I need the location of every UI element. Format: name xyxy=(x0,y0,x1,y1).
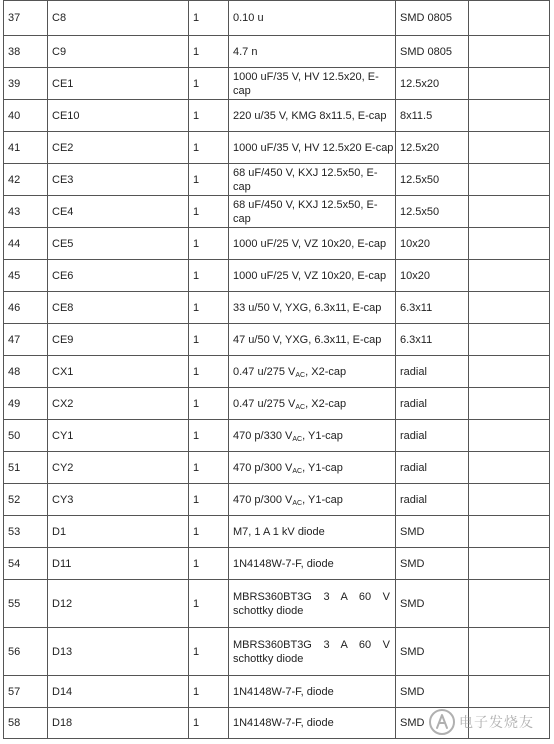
package-cell: 12.5x50 xyxy=(396,196,469,228)
package-cell: 10x20 xyxy=(396,260,469,292)
reference-cell: CY3 xyxy=(48,484,189,516)
package-cell: radial xyxy=(396,356,469,388)
table-row xyxy=(4,228,550,260)
table-row xyxy=(4,628,550,676)
empty-cell xyxy=(469,228,550,260)
empty-cell xyxy=(469,36,550,68)
quantity-cell: 1 xyxy=(189,292,229,324)
description-cell xyxy=(229,388,396,420)
package-cell: 6.3x11 xyxy=(396,292,469,324)
quantity-cell: 1 xyxy=(189,628,229,676)
package-cell: 12.5x20 xyxy=(396,132,469,164)
description-cell xyxy=(229,484,396,516)
empty-cell xyxy=(469,388,550,420)
item-number-cell: 50 xyxy=(4,420,48,452)
table-row xyxy=(4,68,550,100)
item-number-cell: 58 xyxy=(4,708,48,739)
empty-cell xyxy=(469,100,550,132)
description-line-1: MBRS360BT3G 3 A 60 V xyxy=(233,638,390,651)
quantity-cell: 1 xyxy=(189,452,229,484)
ac-subscript: AC xyxy=(295,403,306,411)
description-cell: 1N4148W-7-F, diode xyxy=(229,676,396,708)
item-number-cell: 47 xyxy=(4,324,48,356)
description-text: 0.47 u/275 V xyxy=(233,365,296,378)
table-row xyxy=(4,164,550,196)
bom-table xyxy=(3,0,550,739)
item-number-cell: 40 xyxy=(4,100,48,132)
description-text: 470 p/300 V xyxy=(233,461,293,474)
table-row xyxy=(4,580,550,628)
quantity-cell: 1 xyxy=(189,420,229,452)
reference-cell: C9 xyxy=(48,36,189,68)
quantity-cell: 1 xyxy=(189,484,229,516)
item-number-cell: 49 xyxy=(4,388,48,420)
ac-subscript: AC xyxy=(292,499,303,507)
quantity-cell: 1 xyxy=(189,676,229,708)
description-suffix: , X2-cap xyxy=(305,397,347,410)
empty-cell xyxy=(469,452,550,484)
package-cell: SMD 0805 xyxy=(396,1,469,36)
package-cell: 12.5x20 xyxy=(396,68,469,100)
item-number-cell: 39 xyxy=(4,68,48,100)
item-number-cell: 45 xyxy=(4,260,48,292)
quantity-cell: 1 xyxy=(189,36,229,68)
item-number-cell: 54 xyxy=(4,548,48,580)
quantity-cell: 1 xyxy=(189,1,229,36)
package-cell: 10x20 xyxy=(396,228,469,260)
description-cell xyxy=(229,420,396,452)
table-row xyxy=(4,36,550,68)
description-line-2: schottky diode xyxy=(233,604,304,617)
reference-cell: D13 xyxy=(48,628,189,676)
table-row xyxy=(4,388,550,420)
description-cell xyxy=(229,628,396,676)
quantity-cell: 1 xyxy=(189,548,229,580)
description-cell: 33 u/50 V, YXG, 6.3x11, E-cap xyxy=(229,292,396,324)
table-row xyxy=(4,516,550,548)
description-cell xyxy=(229,452,396,484)
empty-cell xyxy=(469,260,550,292)
empty-cell xyxy=(469,708,550,739)
item-number-cell: 43 xyxy=(4,196,48,228)
quantity-cell: 1 xyxy=(189,132,229,164)
quantity-cell: 1 xyxy=(189,196,229,228)
empty-cell xyxy=(469,196,550,228)
ac-subscript: AC xyxy=(292,467,303,475)
table-row xyxy=(4,708,550,739)
table-row xyxy=(4,548,550,580)
quantity-cell: 1 xyxy=(189,580,229,628)
reference-cell: CE1 xyxy=(48,68,189,100)
table-row xyxy=(4,420,550,452)
item-number-cell: 56 xyxy=(4,628,48,676)
quantity-cell: 1 xyxy=(189,68,229,100)
quantity-cell: 1 xyxy=(189,388,229,420)
empty-cell xyxy=(469,580,550,628)
package-cell: radial xyxy=(396,484,469,516)
reference-cell: CE3 xyxy=(48,164,189,196)
description-cell: 4.7 n xyxy=(229,36,396,68)
package-cell: SMD xyxy=(396,676,469,708)
quantity-cell: 1 xyxy=(189,356,229,388)
description-cell: 1000 uF/25 V, VZ 10x20, E-cap xyxy=(229,260,396,292)
empty-cell xyxy=(469,484,550,516)
description-cell: 0.10 u xyxy=(229,1,396,36)
package-cell: radial xyxy=(396,452,469,484)
description-suffix: , X2-cap xyxy=(305,365,347,378)
quantity-cell: 1 xyxy=(189,324,229,356)
description-cell: 68 uF/450 V, KXJ 12.5x50, E-cap xyxy=(229,196,396,228)
package-cell: SMD 0805 xyxy=(396,36,469,68)
quantity-cell: 1 xyxy=(189,228,229,260)
empty-cell xyxy=(469,132,550,164)
quantity-cell: 1 xyxy=(189,516,229,548)
empty-cell xyxy=(469,356,550,388)
item-number-cell: 44 xyxy=(4,228,48,260)
description-suffix: , Y1-cap xyxy=(302,429,343,442)
ac-subscript: AC xyxy=(292,435,303,443)
reference-cell: CE8 xyxy=(48,292,189,324)
item-number-cell: 48 xyxy=(4,356,48,388)
reference-cell: CE9 xyxy=(48,324,189,356)
description-line-1: MBRS360BT3G 3 A 60 V xyxy=(233,590,390,603)
empty-cell xyxy=(469,516,550,548)
description-cell: 47 u/50 V, YXG, 6.3x11, E-cap xyxy=(229,324,396,356)
empty-cell xyxy=(469,548,550,580)
watermark-text: 电子发烧友 xyxy=(459,715,534,731)
reference-cell: CE2 xyxy=(48,132,189,164)
reference-cell: CE4 xyxy=(48,196,189,228)
empty-cell xyxy=(469,628,550,676)
table-row xyxy=(4,484,550,516)
empty-cell xyxy=(469,68,550,100)
reference-cell: CY2 xyxy=(48,452,189,484)
description-cell: 220 u/35 V, KMG 8x11.5, E-cap xyxy=(229,100,396,132)
reference-cell: C8 xyxy=(48,1,189,36)
item-number-cell: 37 xyxy=(4,1,48,36)
reference-cell: D12 xyxy=(48,580,189,628)
quantity-cell: 1 xyxy=(189,100,229,132)
package-cell: SMD xyxy=(396,708,469,739)
description-text: 0.47 u/275 V xyxy=(233,397,296,410)
quantity-cell: 1 xyxy=(189,260,229,292)
package-cell: 6.3x11 xyxy=(396,324,469,356)
description-text: 470 p/330 V xyxy=(233,429,293,442)
empty-cell xyxy=(469,292,550,324)
description-cell: 1N4148W-7-F, diode xyxy=(229,708,396,739)
item-number-cell: 52 xyxy=(4,484,48,516)
item-number-cell: 46 xyxy=(4,292,48,324)
description-cell: 1000 uF/35 V, HV 12.5x20 E-cap xyxy=(229,132,396,164)
item-number-cell: 38 xyxy=(4,36,48,68)
description-cell xyxy=(229,580,396,628)
reference-cell: CY1 xyxy=(48,420,189,452)
description-cell: 1000 uF/25 V, VZ 10x20, E-cap xyxy=(229,228,396,260)
description-cell: 1N4148W-7-F, diode xyxy=(229,548,396,580)
description-cell: M7, 1 A 1 kV diode xyxy=(229,516,396,548)
quantity-cell: 1 xyxy=(189,164,229,196)
package-cell: SMD xyxy=(396,628,469,676)
reference-cell: D14 xyxy=(48,676,189,708)
empty-cell xyxy=(469,324,550,356)
table-row xyxy=(4,196,550,228)
table-row xyxy=(4,452,550,484)
reference-cell: CX1 xyxy=(48,356,189,388)
description-cell xyxy=(229,356,396,388)
reference-cell: D1 xyxy=(48,516,189,548)
description-line-2: schottky diode xyxy=(233,652,304,665)
quantity-cell: 1 xyxy=(189,708,229,739)
table-row xyxy=(4,1,550,36)
empty-cell xyxy=(469,164,550,196)
reference-cell: D11 xyxy=(48,548,189,580)
item-number-cell: 55 xyxy=(4,580,48,628)
empty-cell xyxy=(469,420,550,452)
reference-cell: CE5 xyxy=(48,228,189,260)
package-cell: radial xyxy=(396,388,469,420)
table-row xyxy=(4,292,550,324)
description-cell: 68 uF/450 V, KXJ 12.5x50, E-cap xyxy=(229,164,396,196)
description-text: 470 p/300 V xyxy=(233,493,293,506)
item-number-cell: 42 xyxy=(4,164,48,196)
package-cell: 12.5x50 xyxy=(396,164,469,196)
item-number-cell: 57 xyxy=(4,676,48,708)
reference-cell: CX2 xyxy=(48,388,189,420)
item-number-cell: 41 xyxy=(4,132,48,164)
empty-cell xyxy=(469,1,550,36)
ac-subscript: AC xyxy=(295,371,306,379)
table-row xyxy=(4,356,550,388)
package-cell: SMD xyxy=(396,516,469,548)
table-row xyxy=(4,132,550,164)
package-cell: radial xyxy=(396,420,469,452)
table-row xyxy=(4,260,550,292)
package-cell: 8x11.5 xyxy=(396,100,469,132)
reference-cell: CE6 xyxy=(48,260,189,292)
table-row xyxy=(4,676,550,708)
table-row xyxy=(4,324,550,356)
package-cell: SMD xyxy=(396,548,469,580)
item-number-cell: 53 xyxy=(4,516,48,548)
description-suffix: , Y1-cap xyxy=(302,461,343,474)
description-suffix: , Y1-cap xyxy=(302,493,343,506)
table-row xyxy=(4,100,550,132)
package-cell: SMD xyxy=(396,580,469,628)
reference-cell: D18 xyxy=(48,708,189,739)
item-number-cell: 51 xyxy=(4,452,48,484)
reference-cell: CE10 xyxy=(48,100,189,132)
empty-cell xyxy=(469,676,550,708)
description-cell: 1000 uF/35 V, HV 12.5x20, E-cap xyxy=(229,68,396,100)
